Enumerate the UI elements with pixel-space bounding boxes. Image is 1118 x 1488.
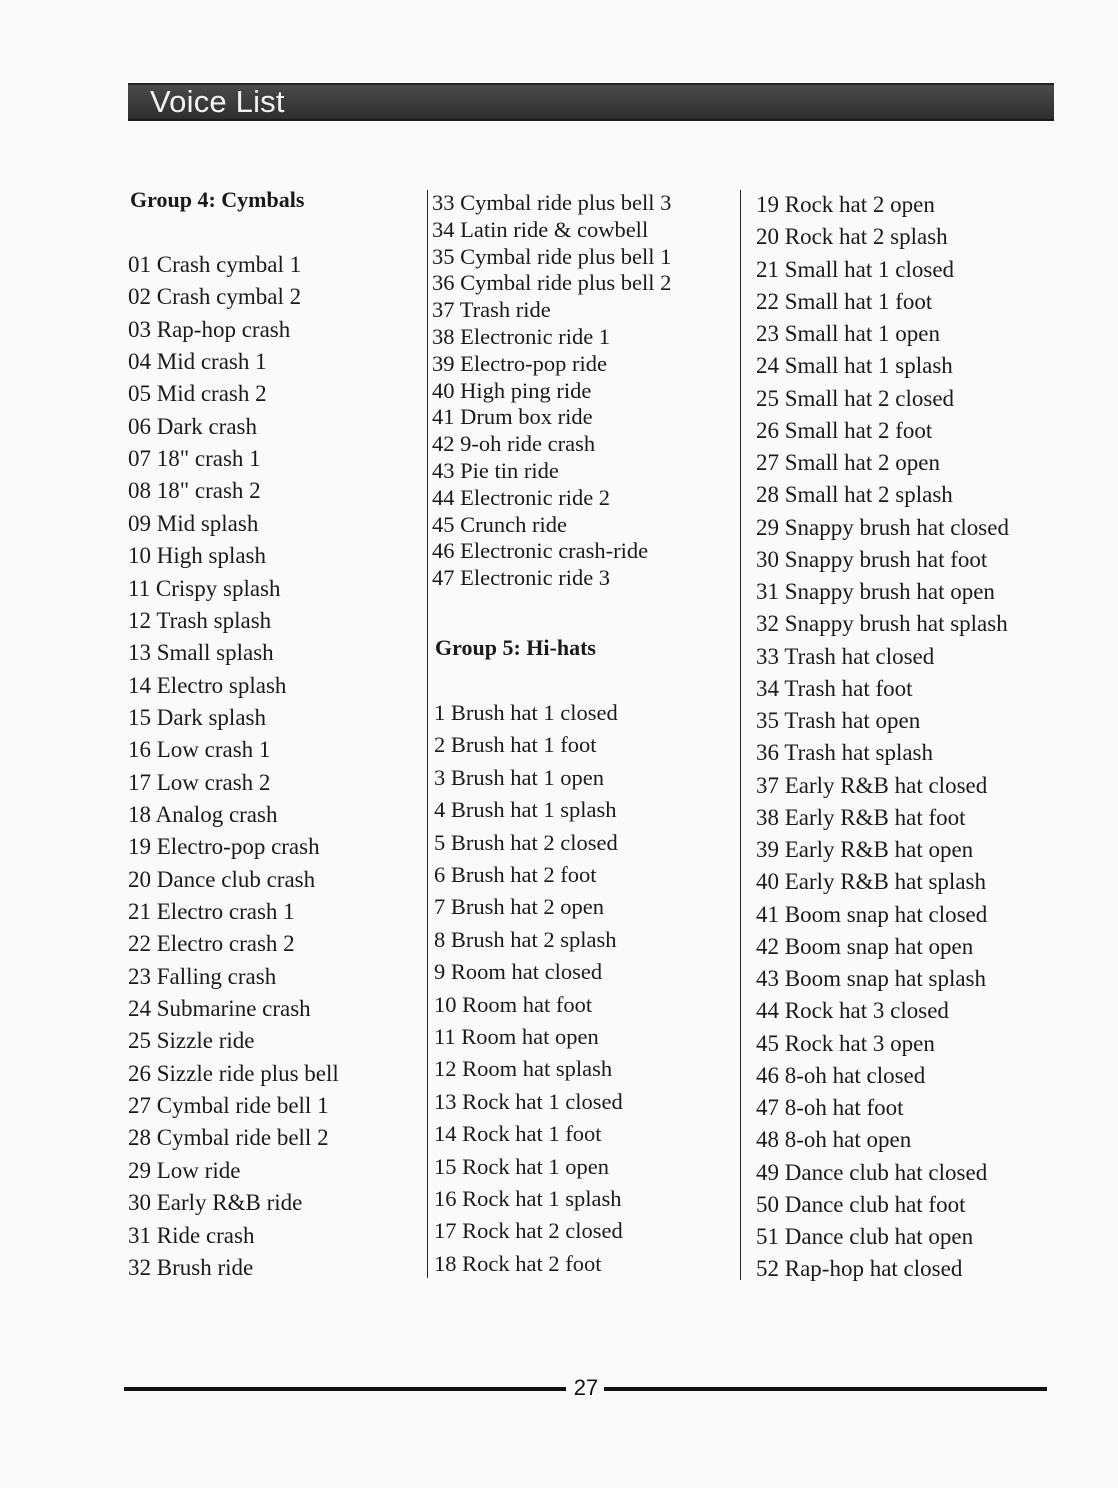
- list-item: 20 Rock hat 2 splash: [756, 224, 948, 250]
- list-item: 8 Brush hat 2 splash: [434, 926, 617, 952]
- list-item: 41 Boom snap hat closed: [756, 901, 988, 927]
- list-item: 40 Early R&B hat splash: [756, 869, 986, 895]
- list-item: 26 Small hat 2 foot: [756, 417, 933, 443]
- list-item: 36 Cymbal ride plus bell 2: [432, 270, 672, 296]
- column-divider-right: [740, 190, 741, 1280]
- list-item: 31 Ride crash: [128, 1222, 255, 1248]
- list-item: 38 Early R&B hat foot: [756, 804, 966, 830]
- list-item: 4 Brush hat 1 splash: [434, 797, 617, 823]
- list-item: 7 Brush hat 2 open: [434, 894, 604, 920]
- list-item: 46 8-oh hat closed: [756, 1062, 926, 1088]
- list-item: 22 Small hat 1 foot: [756, 288, 933, 314]
- list-item: 29 Snappy brush hat closed: [756, 514, 1009, 540]
- list-item: 5 Brush hat 2 closed: [434, 829, 618, 855]
- list-item: 30 Snappy brush hat foot: [756, 546, 988, 572]
- list-item: 9 Room hat closed: [434, 959, 603, 985]
- list-item: 04 Mid crash 1: [128, 349, 267, 375]
- list-item: 46 Electronic crash-ride: [432, 538, 649, 564]
- list-item: 37 Trash ride: [432, 297, 551, 323]
- list-item: 17 Rock hat 2 closed: [434, 1218, 623, 1244]
- list-item: 39 Early R&B hat open: [756, 837, 974, 862]
- list-item: 13 Rock hat 1 closed: [434, 1088, 623, 1114]
- list-item: 1 Brush hat 1 closed: [434, 700, 618, 725]
- list-item: 18 Rock hat 2 foot: [434, 1250, 602, 1276]
- footer-rule-left: [124, 1387, 566, 1391]
- list-item: 25 Sizzle ride: [128, 1028, 255, 1054]
- list-item: 39 Electro-pop ride: [432, 350, 607, 376]
- list-item: 06 Dark crash: [128, 413, 258, 439]
- list-item: 34 Trash hat foot: [756, 675, 913, 701]
- list-item: 6 Brush hat 2 foot: [434, 862, 597, 887]
- list-item: 45 Rock hat 3 open: [756, 1030, 935, 1056]
- list-item: 10 High splash: [128, 543, 266, 569]
- list-item: 24 Submarine crash: [128, 996, 311, 1022]
- section-title: Voice List: [150, 84, 285, 119]
- list-item: 33 Trash hat closed: [756, 643, 935, 669]
- list-item: 43 Pie tin ride: [432, 458, 559, 483]
- list-item: 43 Boom snap hat splash: [756, 966, 986, 991]
- list-item: 24 Small hat 1 splash: [756, 353, 953, 379]
- list-item: 40 High ping ride: [432, 377, 592, 403]
- list-item: 29 Low ride: [128, 1157, 241, 1183]
- list-item: 37 Early R&B hat closed: [756, 772, 988, 798]
- list-item: 20 Dance club crash: [128, 866, 316, 892]
- list-item: 17 Low crash 2: [128, 769, 271, 795]
- list-item: 22 Electro crash 2: [128, 931, 295, 957]
- list-item: 14 Rock hat 1 foot: [434, 1121, 602, 1147]
- list-item: 33 Cymbal ride plus bell 3: [432, 190, 672, 215]
- section-header-bar: [128, 83, 1054, 121]
- list-item: 47 Electronic ride 3: [432, 565, 611, 591]
- list-item: 42 Boom snap hat open: [756, 933, 974, 959]
- list-item: 44 Electronic ride 2: [432, 484, 611, 510]
- list-item: 32 Snappy brush hat splash: [756, 611, 1008, 637]
- list-item: 21 Electro crash 1: [128, 899, 295, 924]
- page-number: 27: [573, 1375, 599, 1400]
- list-item: 13 Small splash: [128, 640, 274, 666]
- list-item: 26 Sizzle ride plus bell: [128, 1060, 339, 1086]
- list-item: 14 Electro splash: [128, 672, 287, 698]
- list-item: 15 Dark splash: [128, 704, 266, 730]
- list-item: 51 Dance club hat open: [756, 1224, 974, 1249]
- list-item: 41 Drum box ride: [432, 404, 593, 430]
- list-item: 48 8-oh hat open: [756, 1127, 912, 1153]
- list-item: 18 Analog crash: [128, 801, 278, 827]
- list-item: 36 Trash hat splash: [756, 740, 933, 766]
- list-item: 07 18" crash 1: [128, 446, 261, 472]
- list-item: 32 Brush ride: [128, 1254, 254, 1280]
- list-item: 42 9-oh ride crash: [432, 431, 596, 457]
- list-item: 08 18" crash 2: [128, 478, 261, 504]
- list-item: 28 Small hat 2 splash: [756, 482, 953, 508]
- list-item: 38 Electronic ride 1: [432, 324, 611, 349]
- list-item: 11 Crispy splash: [128, 575, 281, 601]
- list-item: 23 Falling crash: [128, 963, 277, 989]
- list-item: 02 Crash cymbal 2: [128, 284, 302, 310]
- list-item: 27 Cymbal ride bell 1: [128, 1093, 329, 1119]
- list-item: 34 Latin ride & cowbell: [432, 216, 649, 242]
- list-item: 35 Trash hat open: [756, 708, 921, 733]
- list-item: 01 Crash cymbal 1: [128, 252, 302, 277]
- list-item: 19 Electro-pop crash: [128, 834, 320, 860]
- list-item: 16 Low crash 1: [128, 737, 271, 763]
- list-item: 12 Room hat splash: [434, 1056, 613, 1082]
- list-item: 25 Small hat 2 closed: [756, 385, 955, 411]
- list-item: 05 Mid crash 2: [128, 381, 267, 407]
- list-item: 45 Crunch ride: [432, 511, 567, 537]
- list-item: 47 8-oh hat foot: [756, 1095, 904, 1120]
- list-item: 49 Dance club hat closed: [756, 1159, 988, 1185]
- list-item: 21 Small hat 1 closed: [756, 256, 955, 282]
- footer-rule-right: [604, 1387, 1047, 1391]
- list-item: 3 Brush hat 1 open: [434, 764, 604, 790]
- list-item: 52 Rap-hop hat closed: [756, 1256, 963, 1282]
- list-item: 19 Rock hat 2 open: [756, 192, 935, 217]
- list-item: 16 Rock hat 1 splash: [434, 1186, 622, 1211]
- column-divider-left: [427, 190, 428, 1278]
- list-item: 03 Rap-hop crash: [128, 316, 291, 342]
- list-item: 31 Snappy brush hat open: [756, 579, 995, 604]
- list-item: 35 Cymbal ride plus bell 1: [432, 243, 672, 269]
- group-5-heading: Group 5: Hi-hats: [435, 635, 596, 660]
- list-item: 15 Rock hat 1 open: [434, 1153, 609, 1179]
- list-item: 44 Rock hat 3 closed: [756, 998, 949, 1024]
- list-item: 10 Room hat foot: [434, 991, 593, 1017]
- group-4-heading: Group 4: Cymbals: [130, 187, 305, 212]
- list-item: 27 Small hat 2 open: [756, 450, 940, 475]
- list-item: 30 Early R&B ride: [128, 1190, 303, 1216]
- list-item: 50 Dance club hat foot: [756, 1191, 966, 1217]
- list-item: 12 Trash splash: [128, 607, 272, 633]
- list-item: 28 Cymbal ride bell 2: [128, 1125, 329, 1151]
- list-item: 2 Brush hat 1 foot: [434, 732, 597, 758]
- list-item: 09 Mid splash: [128, 510, 259, 536]
- list-item: 23 Small hat 1 open: [756, 321, 940, 346]
- list-item: 11 Room hat open: [434, 1024, 599, 1049]
